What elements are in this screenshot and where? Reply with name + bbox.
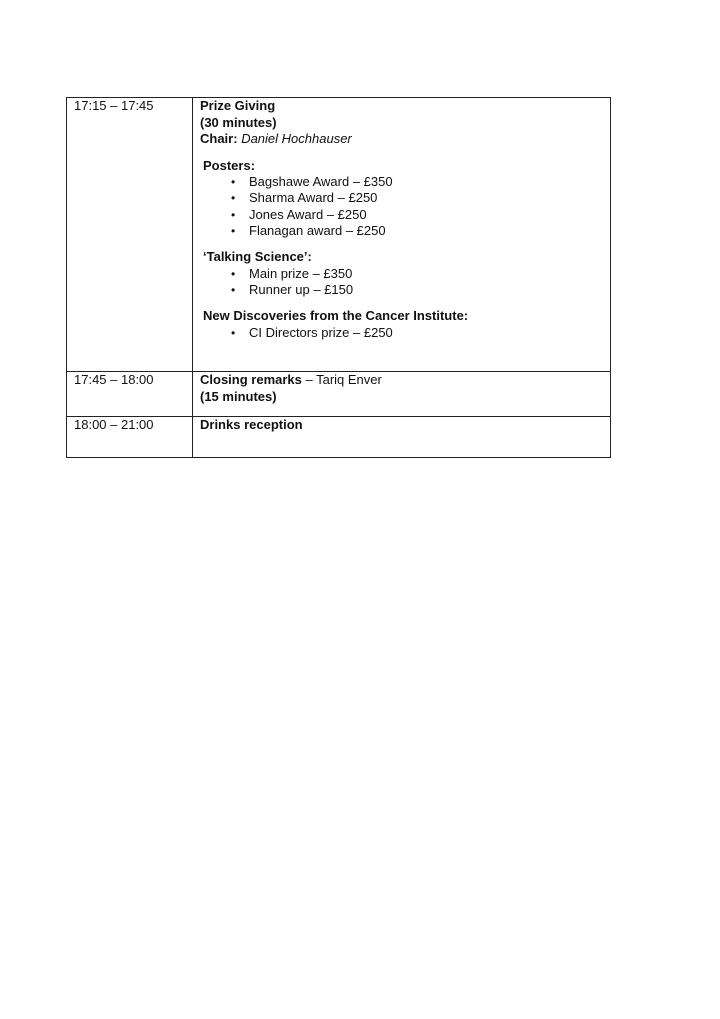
content-cell xyxy=(193,417,611,458)
section-title: ‘Talking Science’: xyxy=(203,249,312,265)
award-text: Flanagan award – £250 xyxy=(249,222,386,238)
new-discoveries-section xyxy=(200,308,610,341)
bullet-icon: • xyxy=(231,175,236,189)
closing-line xyxy=(200,372,610,389)
list-item xyxy=(229,174,610,190)
time-cell xyxy=(67,98,193,372)
award-text: CI Directors prize – £250 xyxy=(249,324,393,340)
bullet-icon: • xyxy=(231,207,236,222)
content-cell xyxy=(193,372,611,417)
award-list xyxy=(203,325,610,341)
award-text: Main prize – £350 xyxy=(249,265,353,281)
list-item xyxy=(229,207,610,223)
bullet-icon: • xyxy=(231,282,236,297)
session-duration: (30 minutes) xyxy=(200,114,277,130)
time-cell xyxy=(67,417,193,458)
list-item xyxy=(229,282,610,298)
content-cell xyxy=(193,98,611,372)
time-cell xyxy=(67,372,193,417)
time-slot: 18:00 – 21:00 xyxy=(74,417,154,432)
award-text: Runner up – £150 xyxy=(249,281,354,297)
list-item xyxy=(229,223,610,239)
award-text: Jones Award – £250 xyxy=(249,206,367,222)
chair-name: Daniel Hochhauser xyxy=(241,131,352,146)
time-slot: 17:45 – 18:00 xyxy=(74,372,154,387)
award-list xyxy=(203,266,610,299)
agenda-row-closing-remarks xyxy=(67,372,611,417)
award-text: Sharma Award – £250 xyxy=(249,190,378,206)
time-slot: 17:15 – 17:45 xyxy=(74,98,154,113)
bullet-icon: • xyxy=(231,223,236,238)
agenda-row-prize-giving xyxy=(67,98,611,372)
session-duration: (15 minutes) xyxy=(200,388,277,404)
section-title: New Discoveries from the Cancer Institute: xyxy=(203,308,469,324)
bullet-icon: • xyxy=(231,325,236,340)
list-item xyxy=(229,325,610,341)
session-title: Closing remarks xyxy=(200,372,302,387)
speaker-name: – Tariq Enver xyxy=(301,372,382,387)
section-title: Posters: xyxy=(203,157,256,173)
session-title: Prize Giving xyxy=(200,98,276,113)
chair-line xyxy=(200,131,610,148)
bullet-icon: • xyxy=(231,266,236,281)
session-title: Drinks reception xyxy=(200,417,303,432)
bullet-icon: • xyxy=(231,191,236,206)
list-item xyxy=(229,266,610,282)
talking-science-section xyxy=(200,249,610,298)
list-item xyxy=(229,190,610,206)
agenda-row-drinks-reception xyxy=(67,417,611,458)
posters-section xyxy=(200,158,610,240)
award-list xyxy=(203,174,610,239)
award-text: Bagshawe Award – £350 xyxy=(249,174,393,189)
chair-label: Chair: xyxy=(200,131,238,146)
agenda-table xyxy=(66,97,611,458)
